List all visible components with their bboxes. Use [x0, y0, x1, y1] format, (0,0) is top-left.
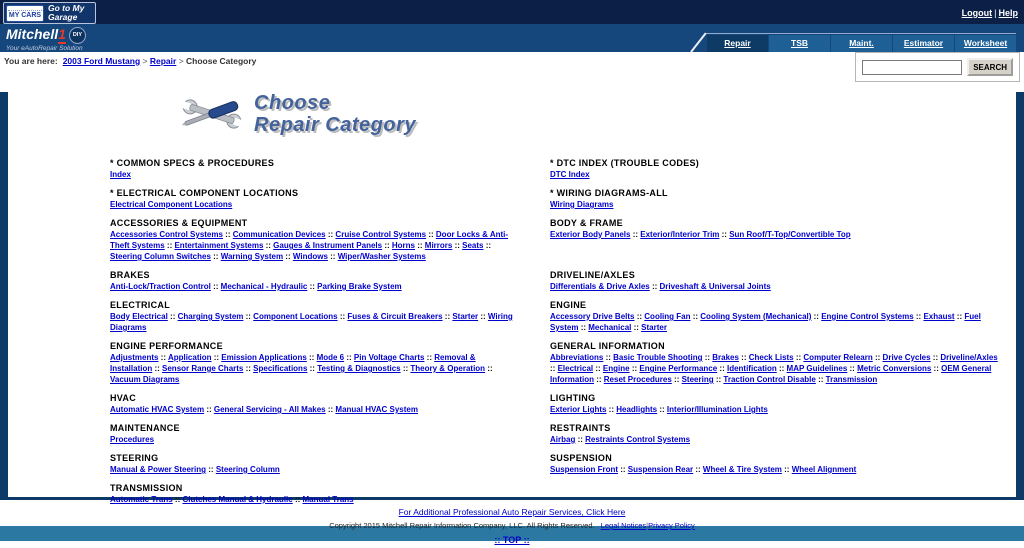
category-link[interactable]: Door Locks & Anti-Theft Systems: [110, 230, 509, 250]
category-section: [550, 393, 1004, 415]
logo-tagline: Your eAutoRepair Solution: [6, 45, 83, 52]
my-cars-plate-icon: [6, 5, 44, 22]
category-section: [110, 188, 518, 210]
link-separator: ::: [717, 364, 727, 373]
category-link[interactable]: Electrical: [557, 364, 594, 373]
link-separator: ::: [243, 364, 254, 373]
category-link[interactable]: Engine Control Systems: [821, 312, 914, 321]
category-link[interactable]: Restraints Control Systems: [585, 435, 691, 444]
category-link[interactable]: Steering Column Switches: [110, 252, 211, 261]
category-link[interactable]: Component Locations: [253, 312, 338, 321]
link-separator: ::: [164, 241, 175, 250]
category-link[interactable]: Fuses & Circuit Breakers: [347, 312, 443, 321]
category-link[interactable]: Sensor Range Charts: [162, 364, 244, 373]
category-link[interactable]: MAP Guidelines: [786, 364, 848, 373]
category-links: [110, 464, 518, 475]
category-heading: BODY & FRAME: [550, 218, 623, 228]
link-separator: ::: [307, 364, 318, 373]
link-separator: ::: [719, 230, 730, 239]
category-link[interactable]: Application: [167, 353, 212, 362]
category-link[interactable]: Wiper/Washer Systems: [337, 252, 426, 261]
category-link[interactable]: Manual Trans: [302, 495, 354, 504]
diy-badge: DIY: [69, 27, 86, 44]
copyright-text: Copyright 2015 Mitchell Repair Information Company, LLC. All Rights Reserved.: [329, 521, 595, 530]
link-separator: ::: [578, 323, 589, 332]
link-separator: ::: [550, 364, 558, 373]
category-links: [550, 169, 1004, 180]
category-link[interactable]: Adjustments: [110, 353, 159, 362]
category-links: [550, 281, 1004, 292]
link-separator: ::: [793, 353, 804, 362]
category-link[interactable]: Automatic Trans: [110, 495, 173, 504]
logout-link[interactable]: Logout: [961, 8, 993, 18]
link-separator: ::: [204, 405, 214, 414]
link-separator: ::: [954, 312, 965, 321]
link-separator: ::: [452, 241, 463, 250]
category-link[interactable]: Driveline/Axles: [940, 353, 998, 362]
link-separator: ::: [415, 241, 425, 250]
link-separator: ::: [327, 252, 338, 261]
category-link[interactable]: Mirrors: [424, 241, 453, 250]
diagonal-accent: [690, 32, 706, 52]
category-section: [550, 158, 1004, 180]
category-link[interactable]: Suspension Rear: [627, 465, 694, 474]
category-section: [550, 423, 1004, 445]
category-link[interactable]: Charging System: [177, 312, 244, 321]
category-heading: LIGHTING: [550, 393, 596, 403]
link-separator: ::: [631, 323, 642, 332]
category-link[interactable]: Windows: [292, 252, 328, 261]
content-box: [8, 92, 1016, 504]
category-heading: RESTRAINTS: [550, 423, 611, 433]
category-link[interactable]: Drive Cycles: [882, 353, 931, 362]
link-separator: ::: [263, 241, 274, 250]
legal-notices-link[interactable]: Legal Notices: [600, 521, 647, 530]
category-link[interactable]: Basic Trouble Shooting: [613, 353, 703, 362]
link-separator: ::: [158, 353, 168, 362]
category-heading: DRIVELINE/AXLES: [550, 270, 636, 280]
page-header: [180, 92, 1016, 142]
category-link[interactable]: Metric Conversions: [857, 364, 932, 373]
link-separator: ::: [603, 353, 614, 362]
link-separator: ::: [211, 353, 222, 362]
category-link[interactable]: Electrical Component Locations: [110, 200, 233, 209]
link-separator: ::: [442, 312, 453, 321]
category-section: [110, 423, 518, 445]
category-links: [550, 404, 1004, 415]
category-link[interactable]: Manual HVAC System: [335, 405, 418, 414]
category-link[interactable]: Body Electrical: [110, 312, 168, 321]
link-separator: ::: [152, 364, 163, 373]
category-link[interactable]: Sun Roof/T-Top/Convertible Top: [729, 230, 851, 239]
category-link[interactable]: Cooling System (Mechanical): [700, 312, 812, 321]
category-link[interactable]: OEM General Information: [550, 364, 992, 384]
category-section: [550, 218, 1004, 262]
category-heading: ENGINE PERFORMANCE: [110, 341, 223, 351]
category-link[interactable]: Communication Devices: [232, 230, 326, 239]
link-separator: ::: [478, 312, 488, 321]
category-link[interactable]: Seats: [462, 241, 484, 250]
category-link[interactable]: Reset Procedures: [603, 375, 672, 384]
tab-repair[interactable]: Repair: [707, 35, 768, 52]
breadcrumb-prefix: You are here:: [4, 56, 58, 66]
category-link[interactable]: Vacuum Diagrams: [110, 375, 180, 384]
category-link[interactable]: Differentials & Drive Axles: [550, 282, 650, 291]
category-link[interactable]: General Servicing - All Makes: [213, 405, 326, 414]
breadcrumb-separator: >: [140, 56, 150, 66]
category-heading: MAINTENANCE: [110, 423, 180, 433]
category-link[interactable]: Transmission: [825, 375, 878, 384]
link-separator: ::: [913, 312, 924, 321]
category-section: [110, 218, 518, 262]
link-separator: ::: [776, 364, 787, 373]
category-links: [110, 199, 518, 210]
breadcrumb-row: [0, 52, 1024, 84]
category-link[interactable]: Fuel System: [550, 312, 981, 332]
link-separator: ::: [629, 364, 640, 373]
category-links: [550, 464, 1004, 475]
link-separator: ::: [594, 375, 604, 384]
link-separator: ::: [292, 495, 303, 504]
link-separator: ::: [693, 465, 703, 474]
link-separator: ::: [931, 364, 942, 373]
category-link[interactable]: Index: [110, 170, 131, 179]
category-section: [110, 453, 518, 475]
breadcrumb-current: Choose Category: [186, 56, 257, 66]
search-panel: [855, 52, 1020, 82]
tab-tsb[interactable]: TSB: [769, 35, 830, 52]
category-link[interactable]: DTC Index: [550, 170, 590, 179]
category-link[interactable]: Wheel & Tire System: [702, 465, 782, 474]
category-link[interactable]: Emission Applications: [221, 353, 307, 362]
category-section: [110, 158, 518, 180]
content-frame: [0, 92, 1024, 504]
category-heading: * ELECTRICAL COMPONENT LOCATIONS: [110, 188, 299, 198]
category-link[interactable]: Headlights: [616, 405, 658, 414]
link-divider: |: [994, 8, 997, 18]
category-links: [110, 404, 518, 415]
breadcrumb: [4, 56, 256, 66]
category-link[interactable]: Parking Brake System: [317, 282, 402, 291]
category-section: [110, 300, 518, 333]
link-separator: ::: [593, 364, 603, 373]
category-section: [550, 270, 1004, 292]
link-separator: ::: [713, 375, 724, 384]
mitchell1-logo: [6, 27, 86, 52]
category-link[interactable]: Airbag: [550, 435, 576, 444]
category-section: [110, 341, 518, 385]
link-separator: ::: [930, 353, 941, 362]
search-input[interactable]: [862, 60, 962, 75]
link-separator: ::: [606, 405, 617, 414]
breadcrumb-link[interactable]: Repair: [149, 56, 177, 66]
garage-button-label: Go to My Garage: [48, 3, 85, 22]
category-heading: ENGINE: [550, 300, 587, 310]
link-separator: ::: [847, 364, 858, 373]
category-link[interactable]: Removal & Installation: [110, 353, 476, 373]
link-separator: ::: [483, 241, 492, 250]
category-link[interactable]: Mechanical - Hydraulic: [220, 282, 308, 291]
link-separator: ::: [325, 405, 336, 414]
category-heading: TRANSMISSION: [110, 483, 183, 493]
link-separator: ::: [702, 353, 713, 362]
page-title: Choose Repair Category: [254, 92, 416, 136]
category-link[interactable]: Exhaust: [923, 312, 955, 321]
link-separator: ::: [222, 230, 233, 239]
category-link[interactable]: Traction Control Disable: [723, 375, 816, 384]
category-link[interactable]: Wiring Diagrams: [110, 312, 513, 332]
category-heading: * DTC INDEX (TROUBLE CODES): [550, 158, 700, 168]
category-section: [550, 188, 1004, 210]
link-separator: ::: [657, 405, 667, 414]
back-to-top-link[interactable]: :: TOP ::: [494, 535, 530, 545]
category-link[interactable]: Cruise Control Systems: [335, 230, 427, 239]
category-link[interactable]: Mechanical: [588, 323, 632, 332]
category-link[interactable]: Accessories Control Systems: [110, 230, 223, 239]
link-separator: ::: [424, 353, 435, 362]
link-separator: ::: [815, 375, 826, 384]
category-heading: ELECTRICAL: [110, 300, 170, 310]
link-separator: ::: [167, 312, 178, 321]
link-separator: ::: [618, 465, 628, 474]
category-links: [110, 229, 518, 262]
footer-divider: |: [646, 521, 649, 530]
logo-text: Mitchell: [6, 26, 59, 43]
breadcrumb-separator: >: [176, 56, 187, 66]
link-separator: ::: [690, 312, 701, 321]
link-separator: ::: [283, 252, 293, 261]
category-section: [110, 393, 518, 415]
category-links: [110, 281, 518, 292]
category-links: [550, 229, 1004, 240]
tab-estimator[interactable]: Estimator: [893, 35, 954, 52]
category-link[interactable]: Cooling Fan: [644, 312, 691, 321]
category-section: [550, 341, 1004, 385]
link-separator: ::: [630, 230, 641, 239]
category-links: [110, 311, 518, 333]
category-heading: ACCESSORIES & EQUIPMENT: [110, 218, 248, 228]
category-link[interactable]: Entertainment Systems: [174, 241, 264, 250]
link-separator: ::: [344, 353, 354, 362]
privacy-policy-link[interactable]: Privacy Policy: [648, 521, 695, 530]
category-link[interactable]: Wiring Diagrams: [550, 200, 614, 209]
category-link[interactable]: Specifications: [253, 364, 308, 373]
link-separator: ::: [172, 495, 183, 504]
category-link[interactable]: Identification: [726, 364, 777, 373]
category-link[interactable]: Abbreviations: [550, 353, 604, 362]
category-links: [550, 199, 1004, 210]
category-link[interactable]: Gauges & Instrument Panels: [273, 241, 383, 250]
category-section: [550, 453, 1004, 475]
link-separator: ::: [671, 375, 682, 384]
category-heading: BRAKES: [110, 270, 150, 280]
category-heading: HVAC: [110, 393, 137, 403]
link-separator: ::: [426, 230, 436, 239]
link-separator: ::: [485, 364, 493, 373]
category-link[interactable]: Anti-Lock/Traction Control: [110, 282, 211, 291]
link-separator: ::: [325, 230, 336, 239]
link-separator: ::: [210, 282, 221, 291]
category-link[interactable]: Mode 6: [316, 353, 345, 362]
category-link[interactable]: Computer Relearn: [803, 353, 873, 362]
link-separator: ::: [306, 353, 317, 362]
category-link[interactable]: Exterior Lights: [550, 405, 607, 414]
category-links: [110, 169, 518, 180]
category-link[interactable]: Manual & Power Steering: [110, 465, 207, 474]
category-link[interactable]: Clutches Manual & Hydraulic: [182, 495, 293, 504]
category-link[interactable]: Theory & Operation: [410, 364, 486, 373]
go-to-my-garage-button[interactable]: [3, 2, 96, 24]
category-heading: * COMMON SPECS & PROCEDURES: [110, 158, 275, 168]
category-link[interactable]: Brakes: [712, 353, 739, 362]
category-heading: * WIRING DIAGRAMS-ALL: [550, 188, 668, 198]
search-button[interactable]: SEARCH: [967, 58, 1013, 76]
link-separator: ::: [649, 282, 660, 291]
link-separator: ::: [337, 312, 348, 321]
help-link[interactable]: Help: [998, 8, 1018, 18]
top-bar: [0, 0, 1024, 24]
link-separator: ::: [811, 312, 822, 321]
category-link[interactable]: Check Lists: [748, 353, 794, 362]
category-link[interactable]: Suspension Front: [550, 465, 618, 474]
link-separator: ::: [634, 312, 645, 321]
category-links: [110, 352, 518, 385]
logo-one: 1: [58, 26, 66, 43]
tab-maint[interactable]: Maint.: [831, 35, 892, 52]
tab-worksheet[interactable]: Worksheet: [955, 35, 1016, 52]
tab-bar: [706, 33, 1016, 52]
category-link[interactable]: Driveshaft & Universal Joints: [659, 282, 771, 291]
category-link[interactable]: Interior/Illumination Lights: [666, 405, 768, 414]
my-cars-label: MY CARS: [8, 11, 42, 19]
category-link[interactable]: Steering: [681, 375, 714, 384]
logo-bar: [0, 24, 1024, 52]
category-link[interactable]: Starter: [641, 323, 667, 332]
category-link[interactable]: Pin Voltage Charts: [353, 353, 425, 362]
link-separator: ::: [307, 282, 318, 291]
category-link[interactable]: Engine: [602, 364, 630, 373]
category-link[interactable]: Steering Column: [215, 465, 280, 474]
category-link[interactable]: Horns: [391, 241, 415, 250]
category-link[interactable]: Wheel Alignment: [791, 465, 857, 474]
category-heading: SUSPENSION: [550, 453, 613, 463]
category-link[interactable]: Warning System: [220, 252, 284, 261]
link-separator: ::: [206, 465, 216, 474]
breadcrumb-link[interactable]: 2003 Ford Mustang: [62, 56, 141, 66]
professional-services-link[interactable]: For Additional Professional Auto Repair Services, Click Here: [398, 507, 626, 517]
link-separator: ::: [400, 364, 411, 373]
category-links: [110, 434, 518, 445]
category-link[interactable]: Engine Performance: [639, 364, 718, 373]
category-link[interactable]: Procedures: [110, 435, 155, 444]
category-link[interactable]: Accessory Drive Belts: [550, 312, 635, 321]
link-separator: ::: [210, 252, 221, 261]
category-link[interactable]: Automatic HVAC System: [110, 405, 205, 414]
link-separator: ::: [781, 465, 792, 474]
category-link[interactable]: Starter: [452, 312, 479, 321]
category-heading: GENERAL INFORMATION: [550, 341, 665, 351]
category-links: [550, 434, 1004, 445]
link-separator: ::: [738, 353, 749, 362]
link-separator: ::: [872, 353, 883, 362]
category-link[interactable]: Testing & Diagnostics: [317, 364, 401, 373]
category-links: [550, 311, 1004, 333]
category-links: [550, 352, 1004, 385]
category-section: [110, 270, 518, 292]
link-separator: ::: [382, 241, 392, 250]
crossed-tools-icon: [180, 92, 244, 136]
category-heading: STEERING: [110, 453, 159, 463]
link-separator: ::: [575, 435, 586, 444]
link-separator: ::: [243, 312, 254, 321]
category-grid: [110, 158, 1004, 505]
category-link[interactable]: Exterior/Interior Trim: [640, 230, 720, 239]
category-link[interactable]: Exterior Body Panels: [550, 230, 631, 239]
category-section: [550, 300, 1004, 333]
